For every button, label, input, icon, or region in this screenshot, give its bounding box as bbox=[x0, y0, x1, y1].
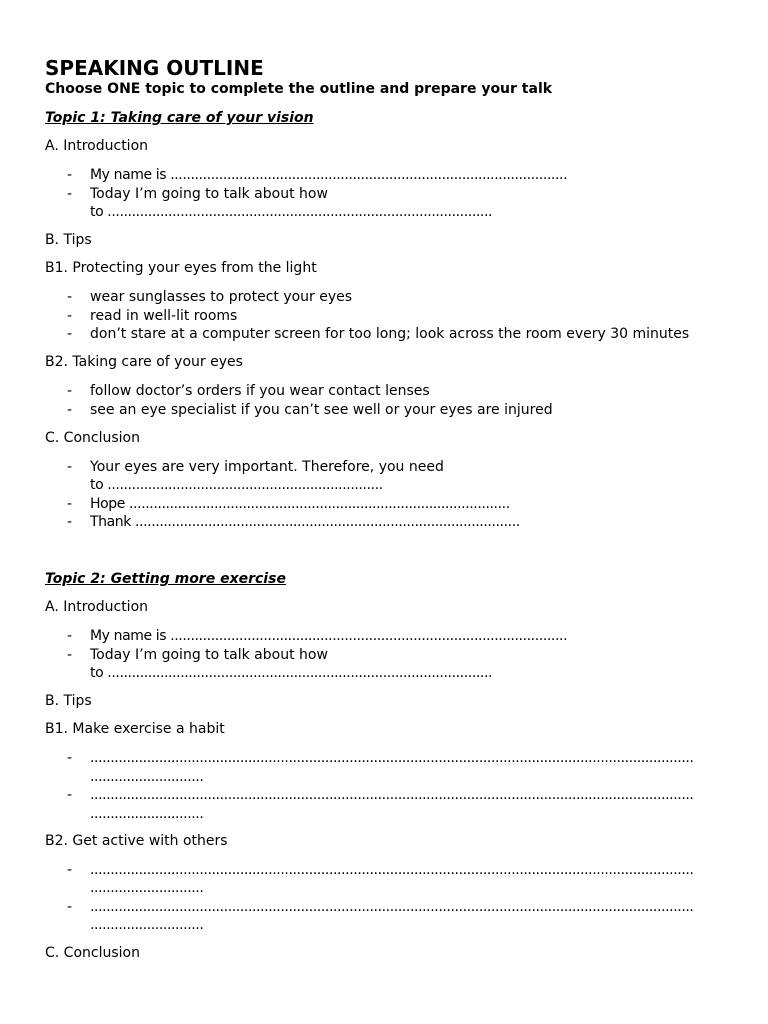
topic2-b2-blank: ..................................................................................................................................................... bbox=[90, 899, 694, 915]
bullet-dash: - bbox=[67, 862, 73, 878]
topic2-b1-label: B1. Make exercise a habit bbox=[45, 721, 225, 737]
topic1-b2-item: follow doctor’s orders if you wear contact lenses bbox=[90, 383, 430, 399]
bullet-dash: - bbox=[67, 647, 73, 663]
topic1-conclusion-hope: Hope .............................................................................................. bbox=[90, 496, 510, 512]
bullet-dash: - bbox=[67, 496, 73, 512]
topic1-b2-item: see an eye specialist if you can’t see well or your eyes are injured bbox=[90, 402, 553, 418]
topic2-b1-blank: ............................ bbox=[90, 769, 204, 785]
topic2-b1-blank: ..................................................................................................................................................... bbox=[90, 750, 694, 766]
bullet-dash: - bbox=[67, 167, 73, 183]
topic1-tips-label: B. Tips bbox=[45, 232, 92, 248]
topic1-intro-name: My name is .................................................................................................. bbox=[90, 167, 568, 183]
topic2-b2-blank: ............................ bbox=[90, 880, 204, 896]
topic1-conclusion-thank: Thank ............................................................................................... bbox=[90, 514, 520, 530]
page-subtitle: Choose ONE topic to complete the outline and prepare your talk bbox=[45, 81, 553, 97]
bullet-dash: - bbox=[67, 383, 73, 399]
bullet-dash: - bbox=[67, 750, 73, 766]
bullet-dash: - bbox=[67, 186, 73, 202]
topic2-intro-label: A. Introduction bbox=[45, 599, 149, 615]
topic1-conclusion-blank: to .................................................................... bbox=[90, 477, 383, 493]
page-title: SPEAKING OUTLINE bbox=[45, 56, 264, 80]
topic2-b1-blank: ..................................................................................................................................................... bbox=[90, 787, 694, 803]
bullet-dash: - bbox=[67, 514, 73, 530]
topic2-intro-topic-blank: to ............................................................................................... bbox=[90, 665, 493, 681]
topic2-intro-name: My name is .................................................................................................. bbox=[90, 628, 568, 644]
topic1-intro-topic-blank: to ............................................................................................... bbox=[90, 204, 493, 220]
bullet-dash: - bbox=[67, 308, 73, 324]
topic2-b1-blank: ............................ bbox=[90, 806, 204, 822]
topic2-tips-label: B. Tips bbox=[45, 693, 92, 709]
topic2-b2-label: B2. Get active with others bbox=[45, 833, 228, 849]
topic2-conclusion-label: C. Conclusion bbox=[45, 945, 140, 961]
bullet-dash: - bbox=[67, 326, 73, 342]
topic2-b2-blank: ..................................................................................................................................................... bbox=[90, 862, 694, 878]
topic2-heading: Topic 2: Getting more exercise bbox=[45, 571, 286, 587]
topic1-b1-label: B1. Protecting your eyes from the light bbox=[45, 260, 317, 276]
topic1-b1-item: don’t stare at a computer screen for too long; look across the room every 30 minutes bbox=[90, 326, 690, 342]
bullet-dash: - bbox=[67, 899, 73, 915]
topic2-b2-blank: ............................ bbox=[90, 917, 204, 933]
topic1-heading: Topic 1: Taking care of your vision bbox=[45, 110, 314, 126]
topic2-intro-topic: Today I’m going to talk about how bbox=[90, 647, 328, 663]
topic1-b2-label: B2. Taking care of your eyes bbox=[45, 354, 243, 370]
bullet-dash: - bbox=[67, 459, 73, 475]
topic1-b1-item: read in well-lit rooms bbox=[90, 308, 238, 324]
topic1-b1-item: wear sunglasses to protect your eyes bbox=[90, 289, 353, 305]
topic1-intro-label: A. Introduction bbox=[45, 138, 149, 154]
topic1-intro-topic: Today I’m going to talk about how bbox=[90, 186, 328, 202]
bullet-dash: - bbox=[67, 402, 73, 418]
topic1-conclusion-label: C. Conclusion bbox=[45, 430, 140, 446]
bullet-dash: - bbox=[67, 787, 73, 803]
bullet-dash: - bbox=[67, 289, 73, 305]
topic1-conclusion-item: Your eyes are very important. Therefore, you need bbox=[90, 459, 444, 475]
bullet-dash: - bbox=[67, 628, 73, 644]
